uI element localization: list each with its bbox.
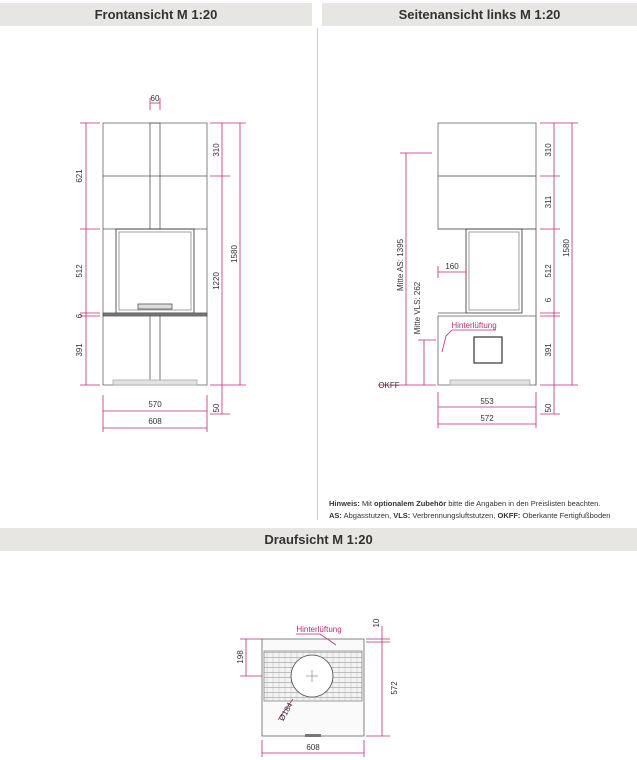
front-view — [103, 123, 207, 385]
side-dim-311: 311 — [544, 195, 553, 209]
front-fire-grate — [138, 304, 172, 309]
side-top-block — [438, 123, 536, 176]
side-hinterlueftung-label: Hinterlüftung — [451, 321, 497, 330]
note-hint-pre: Mit — [361, 499, 372, 508]
note-vls-label: VLS: — [393, 511, 411, 520]
front-dim-391: 391 — [75, 343, 84, 357]
side-dim-1580: 1580 — [562, 239, 571, 257]
front-dim-512: 512 — [75, 264, 84, 278]
front-glass-door — [119, 232, 191, 310]
side-view — [438, 123, 536, 385]
side-mitte-as: Mitte AS: 1395 — [396, 238, 405, 292]
side-glass — [469, 232, 519, 310]
note-hint-post: bitte die Angaben in den Preislisten beachten. — [448, 499, 601, 508]
front-base — [113, 380, 197, 385]
note-hint-bold: optionalem Zubehör — [374, 499, 447, 508]
side-dim-50: 50 — [544, 403, 553, 413]
side-dim-512: 512 — [544, 264, 553, 278]
front-dim-310: 310 — [212, 143, 221, 157]
top-dim-diameter: Ø184 — [277, 701, 295, 723]
front-dim-labels — [75, 94, 239, 426]
side-upper-block — [438, 176, 536, 229]
side-dim-391: 391 — [544, 343, 553, 357]
note-as-text: Abgasstutzen, — [343, 511, 392, 520]
front-dim-608: 608 — [148, 417, 162, 426]
top-dim-572: 572 — [390, 681, 399, 695]
front-dim-60: 60 — [150, 94, 160, 103]
front-dim-570: 570 — [148, 400, 162, 409]
front-dim-50: 50 — [212, 403, 221, 413]
note-hint-label: Hinweis: — [329, 499, 360, 508]
side-dim-572: 572 — [480, 414, 494, 423]
front-dim-621: 621 — [75, 169, 84, 183]
note-as-label: AS: — [329, 511, 342, 520]
top-dim-10: 10 — [372, 618, 381, 628]
front-dim-1580: 1580 — [230, 245, 239, 263]
side-dim-553: 553 — [480, 397, 494, 406]
top-view — [262, 639, 364, 737]
note-okff-label: OKFF: — [497, 511, 521, 520]
note-okff-text: Oberkante Fertigfußboden — [522, 511, 611, 520]
note-vls-text: Verbrennungsluftstutzen, — [412, 511, 496, 520]
front-dim-1220: 1220 — [212, 272, 221, 290]
front-view-title: Frontansicht M 1:20 — [94, 7, 218, 22]
top-dim-608: 608 — [306, 743, 320, 752]
side-firebox — [466, 229, 522, 313]
top-base-marker — [305, 734, 321, 737]
side-air-inlet — [474, 337, 502, 363]
side-dim-160: 160 — [445, 262, 459, 271]
side-view-title: Seitenansicht links M 1:20 — [398, 7, 561, 22]
top-hinterlueftung-label: Hinterlüftung — [296, 625, 342, 634]
top-dim-198: 198 — [236, 650, 245, 664]
front-firebox-frame — [116, 229, 194, 313]
side-dim-310: 310 — [544, 143, 553, 157]
front-dim-6: 6 — [75, 313, 84, 319]
side-okff-label: OKFF — [378, 381, 400, 390]
side-mitte-vls: Mitte VLS: 262 — [413, 281, 422, 335]
top-view-title: Draufsicht M 1:20 — [264, 532, 373, 547]
side-dim-6: 6 — [544, 297, 553, 303]
front-plinth-band — [103, 313, 207, 316]
side-base — [450, 380, 530, 385]
